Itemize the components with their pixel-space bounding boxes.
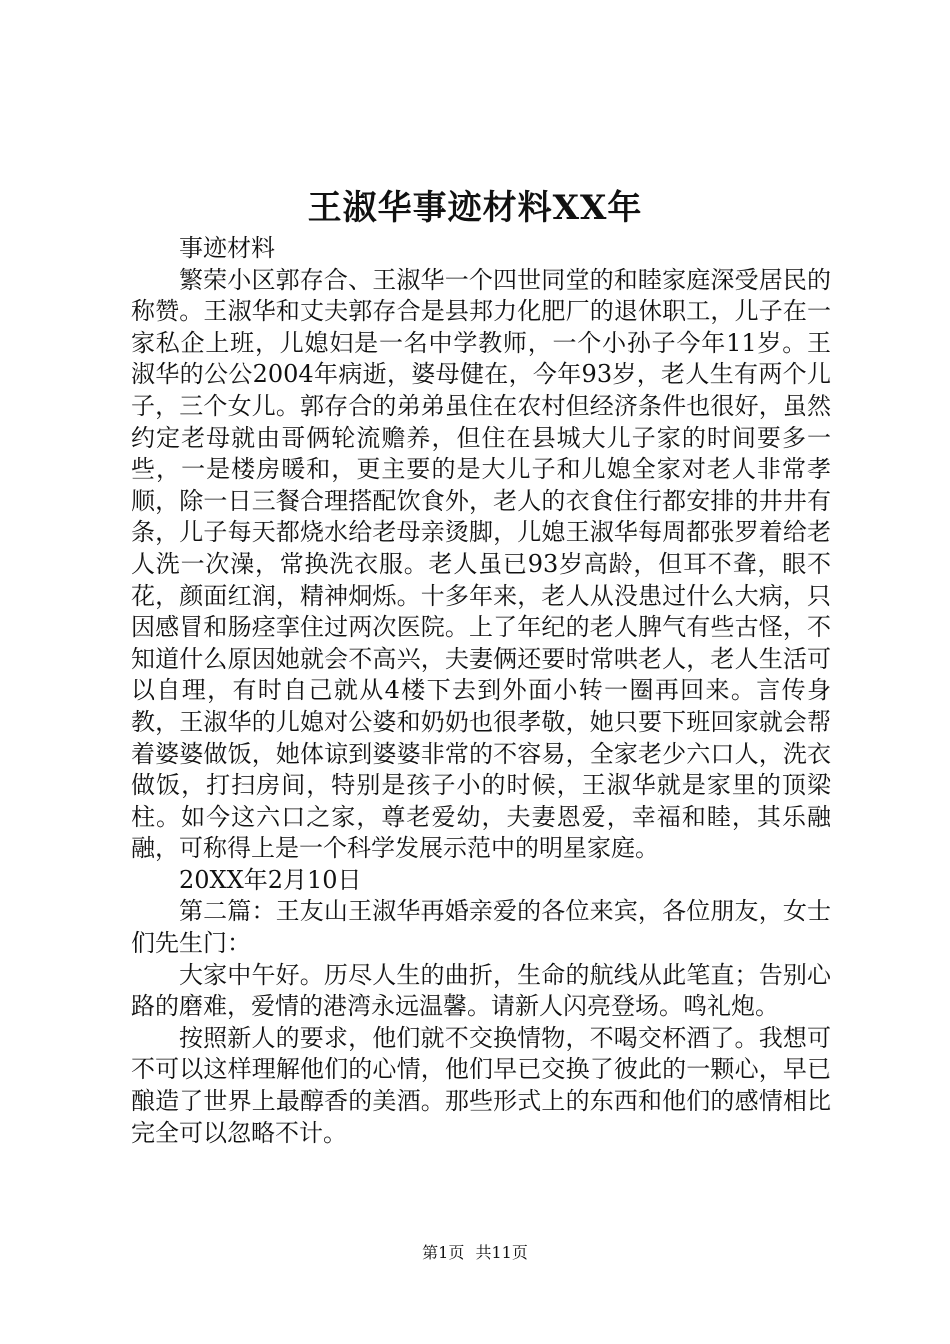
paragraph-heading: 事迹材料 xyxy=(179,234,275,262)
page-number: 第1页 xyxy=(422,1243,465,1262)
paragraph-second-article: 第二篇：王友山王淑华再婚亲爱的各位来宾，各位朋友，女士们先生门： xyxy=(131,897,831,958)
paragraph-main-story: 繁荣小区郭存合、王淑华一个四世同堂的和睦家庭深受居民的称赞。王淑华和丈夫郭存合是县邦力化肥厂的退休职工，儿子在一家私企上班，儿媳妇是一名中学教师，一个小孙子今年11岁。王淑华的公公2004年病逝，婆母健在，今年93岁，老人生有两个儿子，三个女儿。郭存合的弟弟虽住在农村但经济条件也很好，虽然约定老母就由哥俩轮流赡养，但住在县城大儿子家的时间要多一些，一是楼房暖和，更主要的是大儿子和儿媳全家对老人非常孝顺，除一日三餐合理搭配饮食外，老人的衣食住行都安排的井井有条，儿子每天都烧水给老母亲烫脚，儿媳王淑华每周都张罗着给老人洗一次澡，常换洗衣服。老人虽已93岁高龄，但耳不聋，眼不花，颜面红润，精神炯烁。十多年来，老人从没患过什么大病，只因感冒和肠痉挛住过两次医院。上了年纪的老人脾气有些古怪，不知道什么原因她就会不高兴，夫妻俩还要时常哄老人，老人生活可以自理，有时自己就从4楼下去到外面小转一圈再回来。言传身教，王淑华的儿媳对公婆和奶奶也很孝敬，她只要下班回家就会帮着婆婆做饭，她体谅到婆婆非常的不容易，全家老少六口人，洗衣做饭，打扫房间，特别是孩子小的时候，王淑华就是家里的顶梁柱。如今这六口之家，尊老爱幼，夫妻恩爱，幸福和睦，其乐融融，可称得上是一个科学发展示范中的明星家庭。 xyxy=(131,265,831,863)
paragraph-date: 20XX年2月10日 xyxy=(179,865,362,894)
document-title: 王淑华事迹材料XX年 xyxy=(307,188,643,228)
paragraph-greeting: 大家中午好。历尽人生的曲折，生命的航线从此笔直；告别心路的磨难，爱情的港湾永远温馨。请新人闪亮登场。鸣礼炮。 xyxy=(131,960,831,1021)
page-footer xyxy=(0,1242,950,1264)
document-body xyxy=(131,233,831,1149)
page-total: 共11页 xyxy=(475,1243,528,1262)
paragraph-exchange: 按照新人的要求，他们就不交换情物，不喝交杯酒了。我想可不可以这样理解他们的心情，他们早已交换了彼此的一颗心，早已酿造了世界上最醇香的美酒。那些形式上的东西和他们的感情相比完全可以忽略不计。 xyxy=(131,1023,831,1147)
